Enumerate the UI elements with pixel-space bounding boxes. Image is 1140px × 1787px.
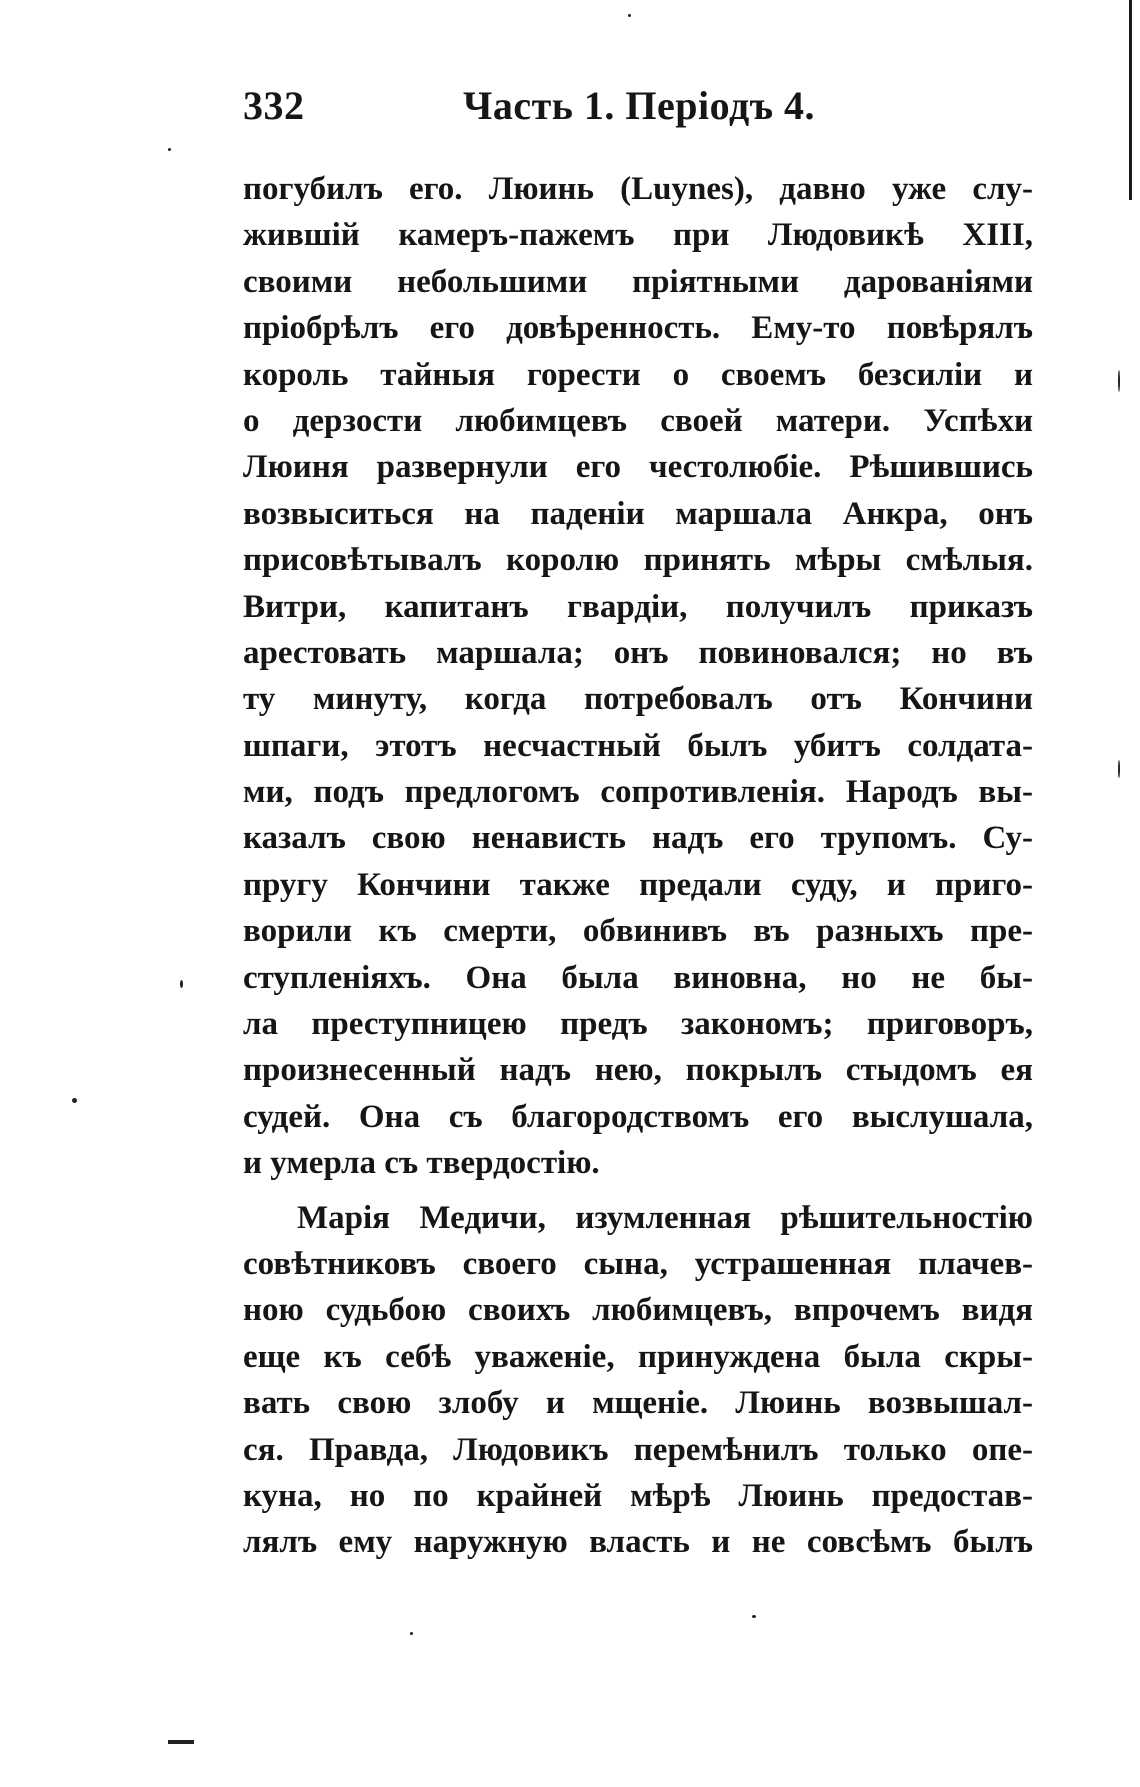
text-line: еще къ себѣ уваженiе, принуждена была скры- xyxy=(243,1338,1033,1375)
text-line: арестовать маршала; онъ повиновался; но въ xyxy=(243,634,1033,671)
scan-speck xyxy=(1118,370,1120,392)
scan-speck xyxy=(1118,760,1120,778)
paragraph-gap xyxy=(243,1187,1033,1195)
running-head: Часть 1. Перiодъ 4. xyxy=(463,83,816,128)
text-line: совѣтниковъ своего сына, устрашенная плачев- xyxy=(243,1245,1033,1282)
text-line: ми, подъ предлогомъ сопротивленiя. Народъ вы- xyxy=(243,774,1033,811)
text-line: прiобрѣлъ его довѣренность. Ему-то повѣрялъ xyxy=(243,310,1033,347)
text-line: лялъ ему наружную власть и не совсѣмъ былъ xyxy=(243,1524,1033,1561)
text-line: возвыситься на паденiи маршала Анкра, онъ xyxy=(243,495,1033,532)
text-line: ною судьбою своихъ любимцевъ, впрочемъ видя xyxy=(243,1292,1033,1329)
text-line: ту минуту, когда потребовалъ отъ Кончини xyxy=(243,681,1033,718)
page-header xyxy=(243,82,1023,142)
text-line: Витри, капитанъ гвардiи, получилъ приказъ xyxy=(243,588,1033,625)
text-line: шпаги, этотъ несчастный былъ убитъ солдата- xyxy=(243,727,1033,764)
text-line: о дерзости любимцевъ своей матери. Успѣхи xyxy=(243,402,1033,439)
text-line: ся. Правда, Людовикъ перемѣнилъ только опе- xyxy=(243,1431,1033,1468)
paragraph xyxy=(243,1195,1033,1566)
text-line: Люиня развернули его честолюбiе. Рѣшившись xyxy=(243,449,1033,486)
text-line: казалъ свою ненависть надъ его трупомъ. Су- xyxy=(243,820,1033,857)
scan-speck xyxy=(410,1632,413,1635)
text-line: куна, но по крайней мѣрѣ Люинь предостав- xyxy=(243,1477,1033,1514)
text-line: своими небольшими прiятными дарованiями xyxy=(243,263,1033,300)
text-line: Марiя Медичи, изумленная рѣшительностiю xyxy=(297,1199,1033,1236)
text-line: ступленiяхъ. Она была виновна, но не бы- xyxy=(243,959,1033,996)
text-line: судей. Она съ благородствомъ его выслушала, xyxy=(243,1098,1033,1135)
text-line: ла преступницею предъ закономъ; приговоръ, xyxy=(243,1006,1033,1043)
text-line: погубилъ его. Люинь (Luynes), давно уже слу- xyxy=(243,171,1033,207)
text-line: произнесенный надъ нею, покрылъ стыдомъ ея xyxy=(243,1052,1033,1089)
body-text xyxy=(243,166,1033,1566)
text-line: ворили къ смерти, обвинивъ въ разныхъ пре- xyxy=(243,913,1033,950)
page-edge-shadow xyxy=(1129,0,1132,200)
text-line: пругу Кончини также предали суду, и приго- xyxy=(243,866,1033,903)
page-number: 332 xyxy=(243,83,305,128)
scan-speck xyxy=(168,148,171,151)
paragraph xyxy=(243,166,1033,1187)
text-line: и умерла съ твердостiю. xyxy=(243,1145,600,1182)
footer-mark xyxy=(168,1740,194,1744)
scan-speck xyxy=(72,1098,77,1103)
text-line: жившiй камеръ-пажемъ при Людовикѣ XIII, xyxy=(243,217,1033,254)
scan-speck xyxy=(628,14,631,17)
scan-speck xyxy=(752,1615,756,1618)
text-line: присовѣтывалъ королю принять мѣры смѣлыя. xyxy=(243,542,1033,579)
text-line: вать свою злобу и мщенiе. Люинь возвышал- xyxy=(243,1385,1033,1422)
scan-speck xyxy=(180,980,183,988)
text-line: король тайныя горести о своемъ безсилiи и xyxy=(243,356,1033,393)
